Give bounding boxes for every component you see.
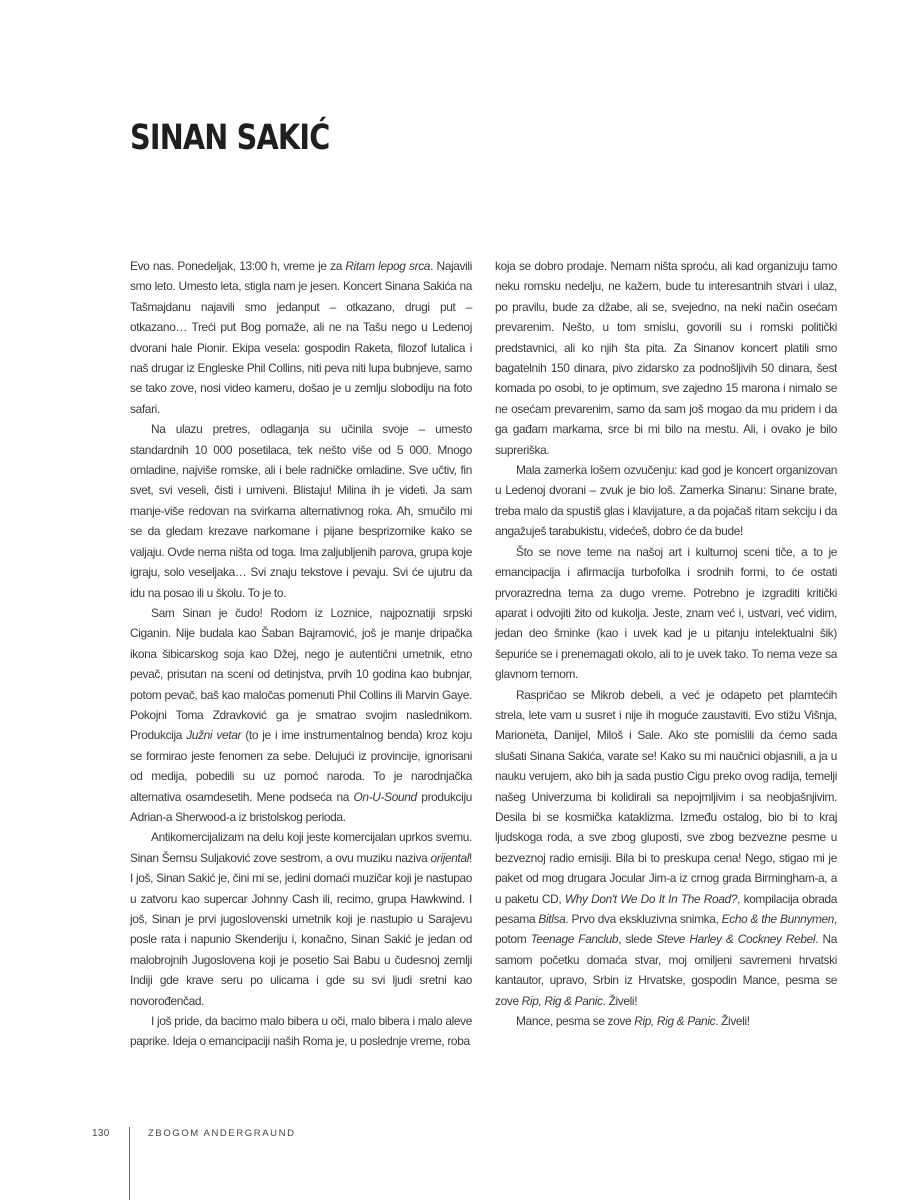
emphasis: On-U-Sound — [353, 789, 417, 804]
running-footer: ZBOGOM ANDERGRAUND — [148, 1128, 296, 1139]
page-number: 130 — [92, 1128, 110, 1139]
paragraph: Mala zamerka lošem ozvučenju: kad god je koncert organizovan u Ledenoj dvorani – zvuk je bio loš. Zamerka Sinanu: Sinane brate, treba malo da spustiš glas i klavijature, a da pojačaš ritam sekciju i da angažuješ tarabukistu, videćeš, dobro će da bude! — [495, 463, 837, 539]
emphasis: Rip, Rig & Panic — [521, 993, 603, 1008]
paragraph: Mance, pesma se zove Rip, Rig & Panic. Živeli! — [516, 1014, 750, 1029]
emphasis: Ritam lepog srca — [345, 259, 431, 273]
emphasis: Južni vetar — [186, 728, 242, 743]
emphasis: Why Don't We Do It In The Road? — [564, 891, 738, 906]
paragraph: Sam Sinan je čudo! Rodom iz Loznice, najpoznatiji srpski Ciganin. Nije budala kao Šaban Bajramović, još je manje dripačka ikona šibicarskog soja kao Džej, nego je autentični umetnik, etno pevač, prisutan na sceni od detinjstva, prvih 10 godina kao bubnjar, potom pevač, baš kao maločas pomenuti Phil Collins ili Marvin Gaye. Pokojni Toma Zdravković ga je smatrao svojim naslednikom. Produkcija Južni vetar (to je i ime instrumentalnog benda) kroz koju se formirao jeste fenomen za sebe. Delujući iz provincije, ignorisani od medija, pobedili su uz pomoć naroda. To je narodnjačka alternativa osamdesetih. Mene podseća na On-U-Sound produkciju Adrian-a Sherwood-a iz bristolskog perioda. — [130, 605, 472, 824]
paragraph: Što se nove teme na našoj art i kulturnoj sceni tiče, a to je emancipacija i afirmacija turbofolka i srodnih formi, to će ostati prvorazredna tema za dugo vreme. Potrebno je izgraditi kritički aparat i odvojiti žito od kukolja. Jeste, znam već i, ustvari, već vidim, jedan deo šminke (kao i uvek kad je u pitanju intelektualni šik) šepuriće se i prenemagati okolo, ali to je uvek tako. To nema veze sa glavnom temom. — [495, 544, 837, 682]
emphasis: orijental — [430, 850, 470, 865]
emphasis: Echo & the Bunnymen — [721, 912, 835, 926]
emphasis: Teenage Fanclub — [530, 932, 619, 947]
article-title: SINAN SAKIĆ — [130, 118, 330, 158]
paragraph: I još pride, da bacimo malo bibera u oči, malo bibera i malo aleve paprike. Ideja o emancipaciji naših Roma je, u poslednje vreme, roba — [130, 1014, 472, 1049]
right-text-column — [495, 256, 837, 1031]
emphasis: Steve Harley & Cockney Rebel — [656, 932, 816, 947]
emphasis: Bitlsa — [538, 912, 566, 926]
paragraph: Antikomercijalizam na delu koji jeste komercijalan uprkos svemu. Sinan Šemsu Suljaković zove sestrom, a ovu muziku naziva orijental! I još, Sinan Sakić je, čini mi se, jedini domaći muzičar koji je nastupao u zatvoru kao supercar Johnny Cash ili, recimo, grupa Hawkwind. I još, Sinan je prvi jugoslovenski umetnik koji je nastupio u Sarajevu posle rata i napunio Skenderiju i, konačno, Sinan Sakić je jedan od malobrojnih Jugoslovena koji je posetio Sai Babu u čudesnoj zemlji Indiji gde krave seru po ulicama i gde su svi ljudi sretni kao novorođenčad. — [130, 830, 472, 1008]
paragraph: Raspričao se Mikrob debeli, a već je odapeto pet plamtećih strela, lete vam u susret i nije ih moguće zaustaviti. Evo stižu Višnja, Marioneta, Danijel, Miloš i Sale. Ako ste pomislili da ćemo sada slušati Sinana Sakića, varate se! Kako su mi naučnici objasnili, a ja u nauku verujem, ako bih ja sada pustio Cigu preko ovog radija, temelji našeg Univerzuma bi kolidirali sa nepojmljivim i sa neobjašnjivim. Desila bi se kosmička kataklizma. Između ostalog, bio bi to kraj ljudskoga roda, a sve zbog gluposti, sve zbog bezvezne pesme u bezveznoj radio emisiji. Bila bi to preskupa cena! Nego, stigao mi je paket od mog drugara Jocular Jim-a iz crnog grada Birmingham-a, a u paketu CD, Why Don't We Do It In The Road?, kompilacija obrada pesama Bitlsa. Prvo dva ekskluzivna snimka, Echo & the Bunnymen, potom Teenage Fanclub, slede Steve Harley & Cockney Rebel. Na samom početku domaća stvar, moj omiljeni savremeni hrvatski kantautor, upravo, Srbin iz Hrvatske, gospodin Mance, pesma se zove Rip, Rig & Panic. Živeli! — [495, 687, 838, 1008]
paragraph: koja se dobro prodaje. Nemam ništa sproću, ali kad organizuju tamo neku romsku nedelju, ne kažem, bude tu interesantnih stvari i ulaz, po pravilu, bude za džabe, ali se, svejedno, na neki način osećam prevarenim. Nešto, u tom smislu, govorili su i romski politički predstavnici, ali ko njih šta pita. Za Sinanov koncert platili smo bagatelnih 150 dinara, pivo zidarsko za podnošljivih 50 dinara, šest komada po osobi, to je optimum, sve zajedno 15 marona i nimalo se ne osećam prevarenim, samo da sam još mogao da mu pridem i da ga gađam markama, srce bi mi bilo na mestu. Ali, i ovako je bilo supreriška. — [495, 259, 837, 457]
footer-divider — [129, 1127, 130, 1200]
paragraph: Na ulazu pretres, odlaganja su učinila svoje – umesto standardnih 10 000 posetilaca, tek nešto više od 5 000. Mnogo omladine, najviše romske, ali i bele radničke omladine. Sve učtiv, fin svet, svi veseli, čisti i umiveni. Blistaju! Milina ih je videti. Ja sam manje-više redovan na svirkama alternativnog roka. Ah, smučilo mi se da gledam krezave narkomane i pijane besprizornike kako se valjaju. Ovde nema ništa od toga. Ima zaljubljenih parova, grupa koje igraju, solo veseljaka… Svi znaju tekstove i pevaju. Svi će ujutru da idu na posao ili u školu. To je to. — [130, 422, 472, 600]
emphasis: Rip, Rig & Panic — [634, 1014, 716, 1029]
left-text-column — [130, 256, 472, 1052]
paragraph: Evo nas. Ponedeljak, 13:00 h, vreme je za Ritam lepog srca. Najavili smo leto. Umesto leta, stigla nam je jesen. Koncert Sinana Sakića na Tašmajdanu najavili smo jedanput – otkazano, drugi put – otkazano… Treći put Bog pomaže, ali ne na Tašu nego u Ledenoj dvorani hale Pionir. Ekipa vesela: gospodin Raketa, filozof lutalica i naš drugar iz Engleske Phil Collins, niti peva niti lupa bubnjeve, samo se tako zove, nosi video kameru, došao je u zemlju slobodiju na foto safari. — [130, 259, 473, 416]
